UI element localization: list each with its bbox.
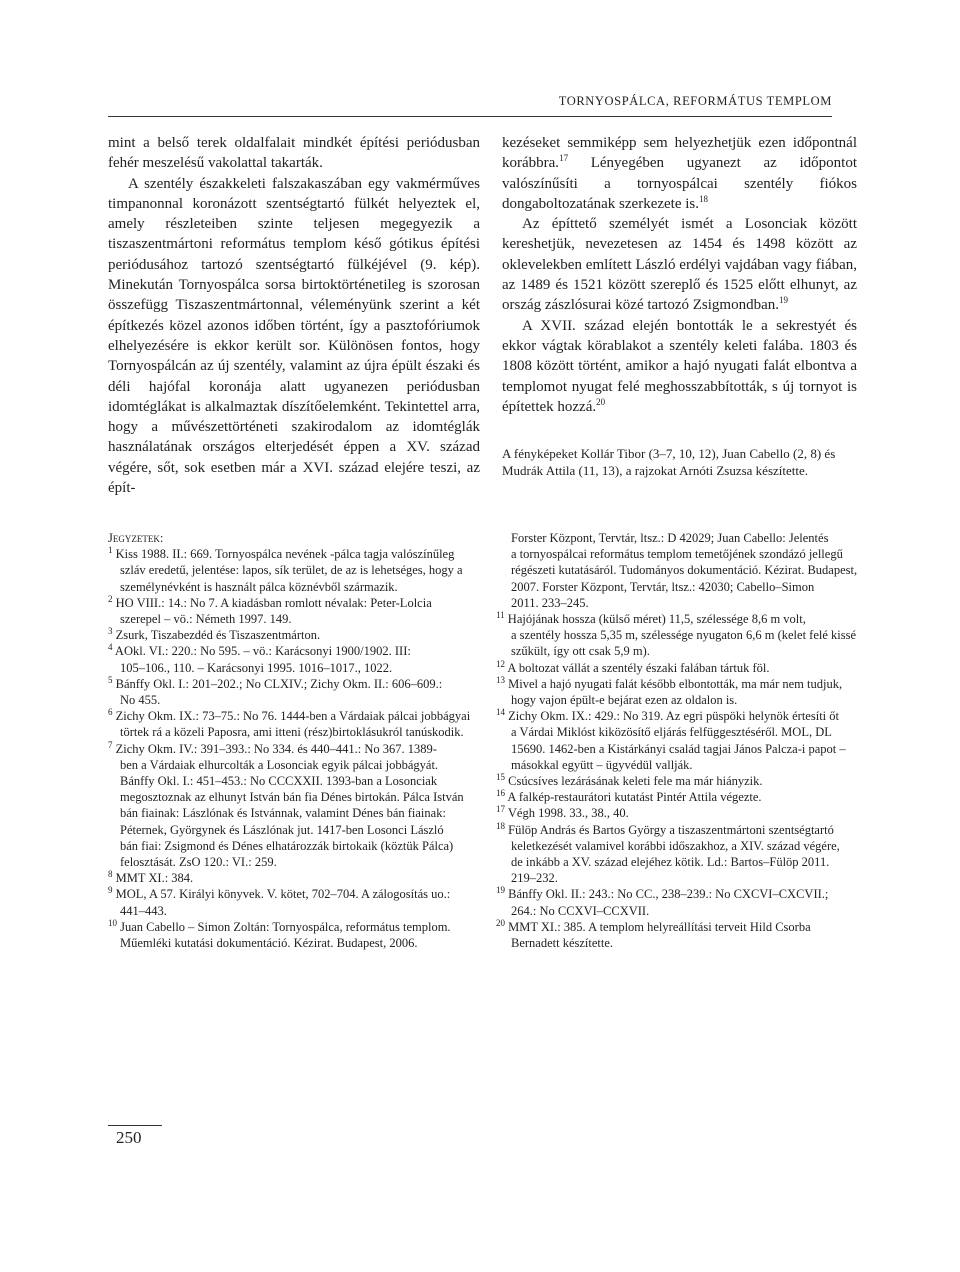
- footnote-lines-left: [108, 546, 480, 951]
- page-number-rule: [108, 1125, 162, 1126]
- footnote-line: No 455.: [120, 693, 161, 708]
- footnote-line: megosztoznak az elhunyt István bán fia Dénes birtokán. Pálca István: [120, 790, 464, 805]
- footnote-line: a Várdai Miklóst kiközösítő eljárás felfüggesztéséről. MOL, DL: [511, 725, 832, 740]
- footnote-number: 18: [496, 820, 505, 831]
- footnote-line: $^{19}$ Bánffy Okl. II.: 243.: No CC., 238–239.: No CXCVI–CXCVII.;: [496, 885, 829, 902]
- footnote-line: Bánffy Okl. I.: 451–453.: No CCCXXII. 1393-ban a Losonciak: [120, 774, 438, 789]
- footnote-line: Forster Központ, Tervtár, ltsz.: D 42029; Juan Cabello: Jelentés: [511, 531, 829, 545]
- footnote-line: $^9$ MOL, A 57. Királyi könyvek. V. kötet, 702–704. A zálogosítás uo.:: [108, 885, 451, 902]
- footnotes-left: [108, 530, 480, 951]
- footnote-line: törtek rá a közeli Paposra, ami itteni (rész)birtoklásukról tanúskodik.: [120, 725, 464, 740]
- footnote-number: 6: [108, 707, 113, 718]
- paragraph: A szentély északkeleti falszakaszában egy vakmérműves timpanonnal koronázott szentségtartó fülkét helyeztek el, amely részleteiben szinte teljesen megegyezik a tiszaszentmártoni református templom késő gótikus építési periódusához tartozó szentségtartó fülkéjével (9. kép). Minekután Tornyospálca sorsa birtoktörténetileg is szorosan összefügg Tiszaszentmártonnal, véleményünk szerint a két építkezés közel azonos időben történt, így a pasztofóriumok elhelyezésére is ekkor került sor. Különösen fontos, hogy Tornyospálcán az új szentély, valamint az újra épült északi és déli hajófal koronája alatt ugyanezen periódusban idomtéglákat is alkalmaztak díszítőelemként. Tekintettel arra, hogy a művészettörténeti szakirodalom az idomtéglák használatának országos elterjedését éppen a XV. század végére, sőt, sok esetben már a XVI. század elejére teszi, az épít-: [108, 175, 480, 497]
- footnote-number: 10: [108, 917, 117, 928]
- footnote-line: 441–443.: [120, 903, 167, 918]
- footnote-number: 15: [496, 771, 505, 782]
- footnote-number: 11: [496, 609, 505, 620]
- footnote-line: a szentély hossza 5,35 m, szélessége nyugaton 6,6 m (kelet felé kissé: [511, 628, 857, 643]
- photo-credits-caption: A fényképeket Kollár Tibor (3–7, 10, 12), Juan Cabello (2, 8) és Mudrák Attila (11, 13), a rajzokat Arnóti Zsuzsa készítette.: [502, 446, 836, 479]
- footnote-line: szláv eredetű, jelentése: lapos, sík terület, de az is lehetséges, hogy a: [120, 563, 463, 578]
- footnote-line: $^{17}$ Végh 1998. 33., 38., 40.: [496, 804, 629, 821]
- footnote-line: 2011. 233–245.: [511, 595, 589, 610]
- footnote-line: régészeti kutatásáról. Tudományos dokumentáció. Kézirat. Budapest,: [511, 563, 858, 578]
- footnote-number: 8: [108, 869, 113, 880]
- footnote-lines-right: [496, 530, 861, 951]
- footnote-number: 7: [108, 739, 113, 750]
- footnote-line: $^{10}$ Juan Cabello – Simon Zoltán: Tornyospálca, református templom.: [108, 917, 451, 934]
- footnote-line: bán fiainak: Lászlónak és Istvánnak, valamint Dénes bán fiainak:: [120, 806, 446, 821]
- footnote-line: Bernadett készítette.: [511, 936, 614, 951]
- footnote-line: bán fiai: Zsigmond és Dénes elhatározzák birtokaik (köztük Pálca): [120, 838, 454, 853]
- footnote-number: 17: [496, 804, 505, 815]
- footnote-line: 2007. Forster Központ, Tervtár, ltsz.: 42030; Cabello–Simon: [511, 579, 815, 594]
- footnote-line: 15690. 1462-ben a Kistárkányi család tagjai János Palcza-i papot –: [511, 741, 846, 756]
- footnote-line: $^{14}$ Zichy Okm. IX.: 429.: No 319. Az egri püspöki helynök értesíti őt: [496, 707, 839, 724]
- footnote-line: szűkült, így ott csak 5,9 m).: [511, 644, 650, 659]
- footnote-line: $^{15}$ Csúcsíves lezárásának keleti fele ma már hiányzik.: [496, 771, 763, 789]
- footnote-number: 2: [108, 593, 113, 604]
- footnote-line: Műemléki kutatási dokumentáció. Kézirat. Budapest, 2006.: [120, 936, 418, 951]
- footnote-line: személynévként is használt pálca köznévből származik.: [120, 579, 398, 594]
- paragraph: kezéseket semmiképp sem helyezhetjük ezen időpontnál korábbra.$^{17}$ Lényegében ugyanezt az időpontot valószínűsíti a tornyospálcai szentély fiókos dongaboltozatának szerkezete is.$^{18}$: [502, 135, 857, 212]
- body-column-left: [108, 133, 480, 498]
- footnote-line: $^{13}$ Mivel a hajó nyugati falát később elbontották, ma már nem tudjuk,: [496, 674, 843, 691]
- footnote-number: 3: [108, 626, 113, 637]
- footnote-line: $^2$ HO VIII.: 14.: No 7. A kiadásban romlott névalak: Peter-Lolcia: [108, 593, 432, 610]
- footnote-line: másokkal együtt – ügyvédül vallják.: [511, 757, 693, 772]
- footnote-number: 12: [496, 658, 505, 669]
- footnote-number: 20: [496, 917, 505, 928]
- footnote-number: 19: [496, 885, 505, 896]
- footnote-number: 5: [108, 674, 113, 685]
- footnote-ref[interactable]: 19: [779, 295, 788, 306]
- footnote-line: 264.: No CCXVI–CCXVII.: [511, 903, 650, 918]
- footnote-line: $^{18}$ Fülöp András és Bartos György a tiszaszentmártoni szentségtartó: [496, 820, 834, 837]
- footnote-number: 4: [108, 642, 113, 653]
- header-divider: [108, 116, 832, 117]
- footnotes-right: [496, 530, 861, 951]
- running-header: TORNYOSPÁLCA, REFORMÁTUS TEMPLOM: [558, 94, 832, 108]
- footnote-line: hogy vajon épült-e bejárat ezen az oldalon is.: [511, 693, 738, 708]
- footnote-line: felosztását. ZsO 120.: VI.: 259.: [120, 855, 277, 870]
- footnote-line: $^{20}$ MMT XI.: 385. A templom helyreállítási terveit Hild Csorba: [496, 917, 811, 934]
- footnote-line: $^{16}$ A falkép-restaurátori kutatást Pintér Attila végezte.: [496, 788, 762, 805]
- footnote-number: 1: [108, 545, 113, 556]
- body-column-right: [502, 133, 857, 479]
- footnote-line: szerepel – vö.: Németh 1997. 149.: [120, 612, 292, 627]
- footnote-line: $^7$ Zichy Okm. IV.: 391–393.: No 334. és 440–441.: No 367. 1389-: [108, 739, 437, 756]
- footnote-line: $^4$ AOkl. VI.: 220.: No 595. – vö.: Karácsonyi 1900/1902. III:: [108, 642, 411, 659]
- footnote-line: $^3$ Zsurk, Tiszabezdéd és Tiszaszentmárton.: [108, 626, 321, 643]
- footnotes-heading: Jegyzetek:: [108, 531, 164, 545]
- paragraph: Az építtető személyét ismét a Losonciak között kereshetjük, nevezetesen az 1454 és 1498 között az oklevelekben említett László erdélyi vajdában vagy fiában, az 1489 és 1521 között szereplő és 1525 előtt elhunyt, az ország zászlósurai közé tartozó Zsigmondban.$^{19}$: [502, 216, 857, 314]
- footnote-line: $^8$ MMT XI.: 384.: [108, 869, 194, 886]
- footnote-ref[interactable]: 20: [596, 396, 606, 407]
- page-number: 250: [116, 1128, 142, 1147]
- footnote-line: $^6$ Zichy Okm. IX.: 73–75.: No 76. 1444-ben a Várdaiak pálcai jobbágyai: [108, 707, 471, 724]
- footnote-line: $^{11}$ Hajójának hossza (külső méret) 11,5, szélessége 8,6 m volt,: [496, 609, 806, 627]
- footnote-line: de inkább a XV. század elejéhez kötik. Ld.: Bartos–Fülöp 2011.: [511, 855, 830, 870]
- footnote-number: 16: [496, 788, 505, 799]
- footnote-ref[interactable]: 17: [559, 153, 569, 164]
- paragraph: mint a belső terek oldalfalait mindkét építési periódusban fehér meszelésű vakolattal takarták.: [108, 135, 480, 172]
- footnote-line: keletkezését valamivel korábbi időszakhoz, a XIV. század végére,: [511, 838, 840, 853]
- paragraph: A XVII. század elején bontották le a sekrestyét és ekkor vágtak körablakot a szentély keleti falába. 1803 és 1808 között történt, amikor a hajó nyugati falát elbontva a templomot nyugat felé meghosszabbították, s új tornyot is építettek hozzá.$^{20}$: [502, 317, 857, 415]
- footnote-line: 219–232.: [511, 871, 558, 886]
- footnote-number: 14: [496, 707, 505, 718]
- footnote-number: 13: [496, 674, 505, 685]
- footnote-line: 105–106., 110. – Karácsonyi 1995. 1016–1017., 1022.: [120, 660, 393, 675]
- footnote-line: Péternek, Györgynek és Lászlónak jut. 1417-ben Losonci László: [120, 822, 444, 837]
- footnote-line: $^{12}$ A boltozat vállát a szentély északi falában tártuk föl.: [496, 658, 770, 675]
- footnote-ref[interactable]: 18: [699, 193, 708, 204]
- footnote-line: $^5$ Bánffy Okl. I.: 201–202.; No CLXIV.; Zichy Okm. II.: 606–609.:: [108, 674, 443, 691]
- footnote-line: ben a Várdaiak elhurcolták a Losonciak egyik pálcai jobbágyát.: [120, 757, 439, 772]
- footnote-line: a tornyospálcai református templom temetőjének szondázó jellegű: [511, 547, 843, 562]
- footnote-number: 9: [108, 885, 113, 896]
- footnote-line: $^1$ Kiss 1988. II.: 669. Tornyospálca nevének -pálca tagja valószínűleg: [108, 545, 455, 562]
